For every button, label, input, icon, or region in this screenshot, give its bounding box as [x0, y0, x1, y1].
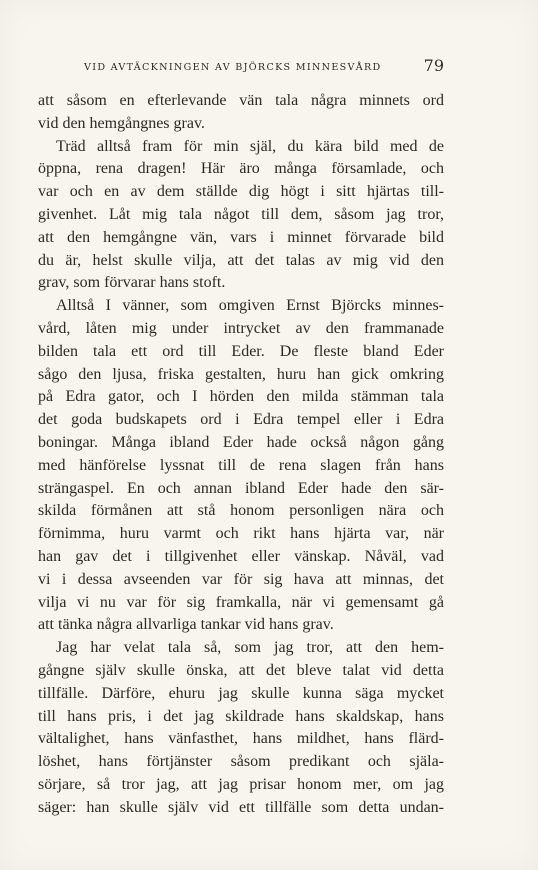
- text-line: sörjare, så tror jag, att jag prisar honom mer, om jag: [38, 775, 444, 793]
- text-line: att tänka några allvarliga tankar vid hans grav.: [38, 616, 334, 634]
- text-line: tillfälle. Därföre, ehuru jag skulle kunna säga mycket: [38, 684, 444, 702]
- page-header: [38, 58, 444, 82]
- text-line: Alltså I vänner, som omgiven Ernst Björcks minnes-: [56, 297, 444, 315]
- text-line: löshet, hans förtjänster såsom predikant och själa-: [38, 753, 444, 771]
- text-line: vi i dessa avseenden var för sig hava att minnas, det: [38, 570, 444, 588]
- text-line: boningar. Många ibland Eder hade också någon gång: [38, 433, 444, 451]
- text-line: skilda förmånen att stå honom personligen nära och: [38, 502, 444, 520]
- text-line: med hänförelse lyssnat till de rena slagen från hans: [38, 456, 444, 474]
- text-line: på Edra gator, och I hörden den milda stämman tala: [38, 388, 444, 406]
- text-line: var och en av dem ställde dig högt i sitt hjärtas till-: [38, 183, 444, 201]
- body-text: [38, 90, 444, 820]
- text-line: sågo den ljusa, friska gestalten, huru han gick omkring: [38, 365, 444, 383]
- text-line: vård, låten mig under intrycket av den frammanade: [38, 319, 444, 337]
- text-line: det goda budskapets ord i Edra tempel eller i Edra: [38, 411, 444, 429]
- text-line: säger: han skulle själv vid ett tillfälle som detta undan-: [38, 798, 444, 816]
- text-line: att den hemgångne vän, vars i minnet förvarade bild: [38, 228, 444, 246]
- text-line: förnimma, huru varmt och rikt hans hjärta var, när: [38, 525, 444, 543]
- text-line: till hans pris, i det jag skildrade hans skaldskap, hans: [38, 707, 444, 725]
- running-head: VID AVTÄCKNINGEN AV BJÖRCKS MINNESVÅRD: [84, 62, 382, 73]
- text-line: öppna, rena dragen! Här äro många församlade, och: [38, 160, 444, 178]
- text-line: strängaspel. En och annan ibland Eder hade den sär-: [38, 479, 444, 497]
- text-line: grav, som förvarar hans stoft.: [38, 274, 226, 292]
- text-line: vilja vi nu var för sig framkalla, när vi gemensamt gå: [38, 593, 444, 611]
- text-line: givenhet. Låt mig tala något till dem, såsom jag tror,: [38, 205, 444, 223]
- text-line: du är, helst skulle vilja, att det talas av mig vid den: [38, 251, 444, 269]
- text-line: Jag har velat tala så, som jag tror, att den hem-: [56, 639, 444, 657]
- page-number: 79: [423, 56, 444, 75]
- text-line: vältalighet, hans vänfasthet, hans mildhet, hans flärd-: [38, 730, 444, 748]
- text-line: han gav det i tillgivenhet eller vänskap. Nåväl, vad: [38, 547, 444, 565]
- text-line: vid den hemgångnes grav.: [38, 114, 205, 132]
- text-line: att såsom en efterlevande vän tala några minnets ord: [38, 92, 444, 109]
- text-line: gångne själv skulle önska, att det bleve talat vid detta: [38, 661, 444, 679]
- text-line: Träd alltså fram för min själ, du kära bild med de: [56, 137, 444, 155]
- text-line: bilden tala ett ord till Eder. De fleste bland Eder: [38, 342, 444, 360]
